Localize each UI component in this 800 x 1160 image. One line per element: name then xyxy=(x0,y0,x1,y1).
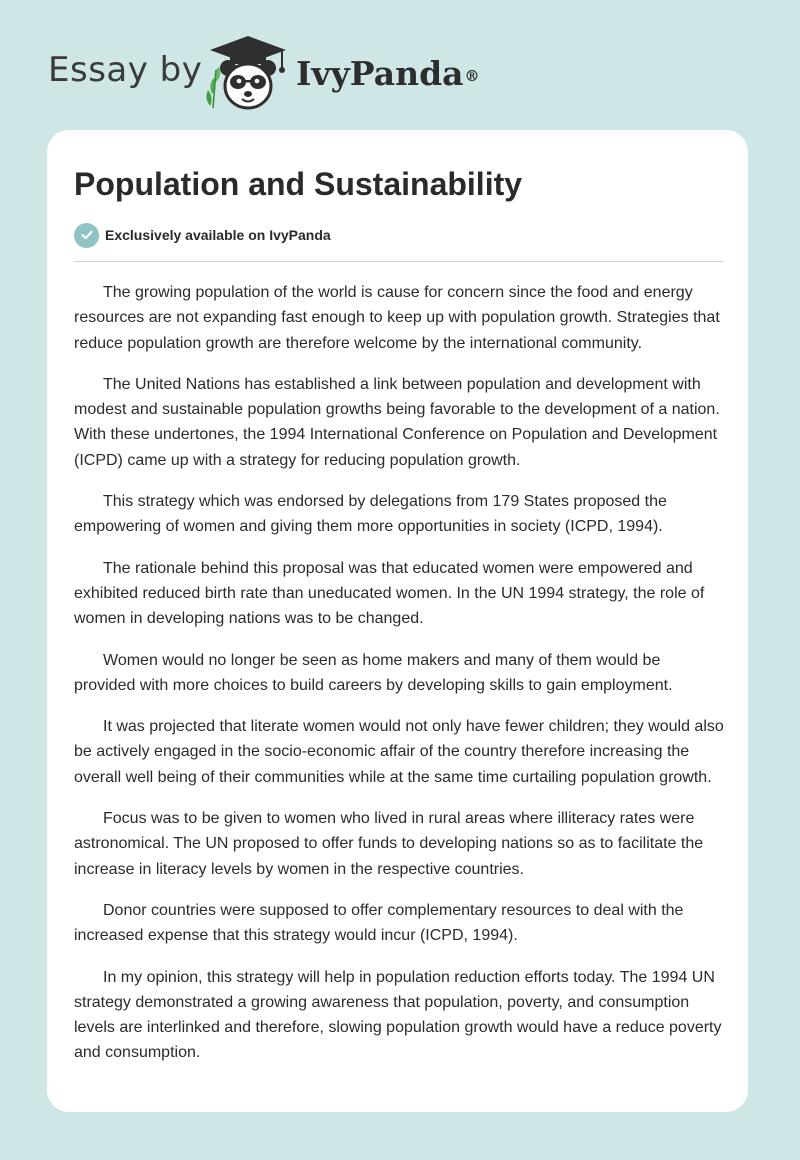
paragraph: The United Nations has established a link between population and development with modest and sustainable population growths being favorable to the development of a nation. With these undertones, the 1994 International Conference on Population and Development (ICPD) came up with a strategy for reducing population growth. xyxy=(74,375,720,469)
brand-name: IvyPanda® xyxy=(296,54,480,93)
paragraph: Focus was to be given to women who lived in rural areas where illiteracy rates were astronomical. The UN proposed to offer funds to developing nations so as to facilitate the increase in literacy levels by women in the respective countries. xyxy=(74,810,704,878)
paragraph: The growing population of the world is cause for concern since the food and energy resources are not expanding fast enough to keep up with population growth. Strategies that reduce population growth are therefore welcome by the international community. xyxy=(74,284,720,352)
brand-prefix: Essay by xyxy=(48,50,203,90)
paragraph: This strategy which was endorsed by delegations from 179 States proposed the empowering of women and giving them more opportunities in society (ICPD, 1994). xyxy=(74,493,667,536)
essay-card xyxy=(47,130,748,1112)
check-circle-icon xyxy=(74,223,99,248)
divider xyxy=(74,261,723,262)
paragraph: In my opinion, this strategy will help in population reduction efforts today. The 1994 UN strategy demonstrated a growing awareness that population, poverty, and consumption levels are interlinked and therefore, slowing population growth would have a reduce poverty and consumption. xyxy=(74,968,722,1062)
paragraph: The rationale behind this proposal was that educated women were empowered and exhibited reduced birth rate than uneducated women. In the UN 1994 strategy, the role of women in developing nations was to be changed. xyxy=(74,559,705,628)
page-title: Population and Sustainability xyxy=(74,166,523,202)
paragraph: Donor countries were supposed to offer complementary resources to deal with the increased expense that this strategy would incur (ICPD, 1994). xyxy=(74,901,684,945)
paragraph: It was projected that literate women would not only have fewer children; they would also be actively engaged in the socio-economic affair of the country therefore increasing the overall well being of their communities while at the same time curtailing population growth. xyxy=(74,718,724,786)
essay-body xyxy=(74,280,724,1082)
exclusive-badge xyxy=(74,222,331,248)
panda-graduate-logo-icon xyxy=(198,34,298,114)
site-header xyxy=(0,0,800,130)
registered-mark: ® xyxy=(464,67,480,85)
exclusive-badge-label: Exclusively available on IvyPanda xyxy=(105,227,331,243)
paragraph: Women would no longer be seen as home makers and many of them would be provided with more choices to build careers by developing skills to gain employment. xyxy=(74,651,673,694)
